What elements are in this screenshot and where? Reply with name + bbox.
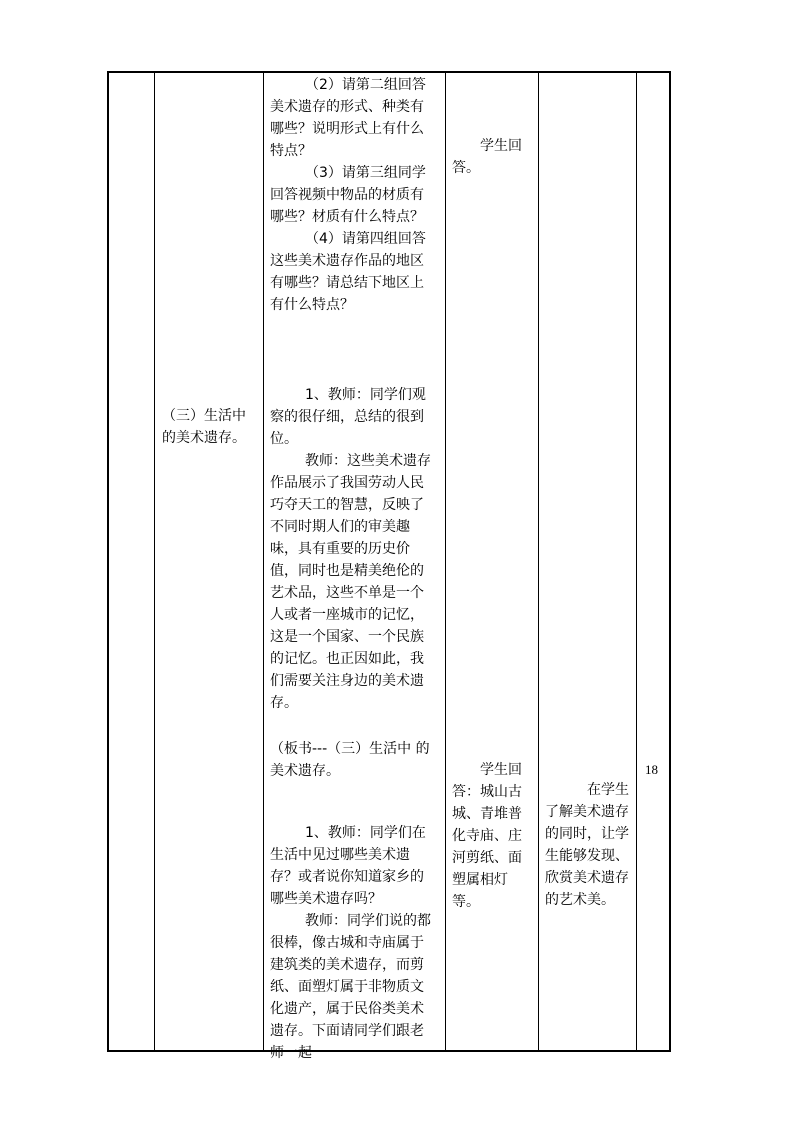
column-divider-3 [445,71,446,1052]
question-group-4: （4）请第四组回答这些美术遗存作品的地区有哪些？请总结下地区上有什么特点？ [270,231,426,313]
teacher-comment: 教师：同学们说的都很棒，像古城和寺庙属于建筑类的美术遗存，而剪纸、面塑灯属于非物质文化遗产，属于民俗类美术遗存。下面请同学们跟老师一起 [270,913,431,1061]
student-answer-1: 学生回答。 [452,138,522,176]
design-intent-cell [545,779,635,911]
table-right-border [669,71,671,1052]
column-divider-5 [636,71,637,1052]
table-top-border [107,71,671,73]
time-cell [645,759,658,781]
design-intent: 在学生了解美术遗存的同时，让学生能够发现、欣赏美术遗存的艺术美。 [545,782,629,908]
time-minutes: 18 [645,762,658,777]
section-title: （三）生活中 的美术遗存。 [162,408,246,446]
question-group-3: （3）请第三组同学回答视频中物品的材质有哪些？材质有什么特点？ [270,165,426,225]
teacher-activity-block-3 [270,822,436,1064]
teacher-summary: 1、教师：同学们观察的很仔细，总结的很到位。 [270,387,426,447]
student-answer-cell-2 [452,759,534,913]
student-answer-cell-1 [452,135,534,179]
column-divider-4 [538,71,539,1052]
teacher-question: 1、教师：同学们在生活中见过哪些美术遗存？或者说你知道家乡的哪些美术遗存吗？ [270,825,426,907]
column-divider-1 [154,71,155,1052]
table-left-border [107,71,109,1052]
student-answer-2: 学生回答：城山古城、青堆普化寺庙、庄河剪纸、面塑属相灯等。 [452,762,522,910]
column-divider-2 [263,71,264,1052]
section-title-cell [162,405,252,449]
teacher-explanation: 教师：这些美术遗存作品展示了我国劳动人民巧夺天工的智慧，反映了不同时期人们的审美趣味，具有重要的历史价值，同时也是精美绝伦的艺术品，这些不单是一个人或者一座城市的记忆，这是一个国家、一个民族的记忆。也正因如此，我们需要关注身边的美术遗存。 [270,453,431,711]
teacher-activity-block-2 [270,384,436,714]
teacher-activity-block-1 [270,74,436,316]
blackboard-note-cell [270,738,436,782]
blackboard-note: （板书---（三）生活中 的美术遗存。 [270,741,430,779]
question-group-2: （2）请第二组回答美术遗存的形式、种类有哪些？说明形式上有什么特点？ [270,77,426,159]
